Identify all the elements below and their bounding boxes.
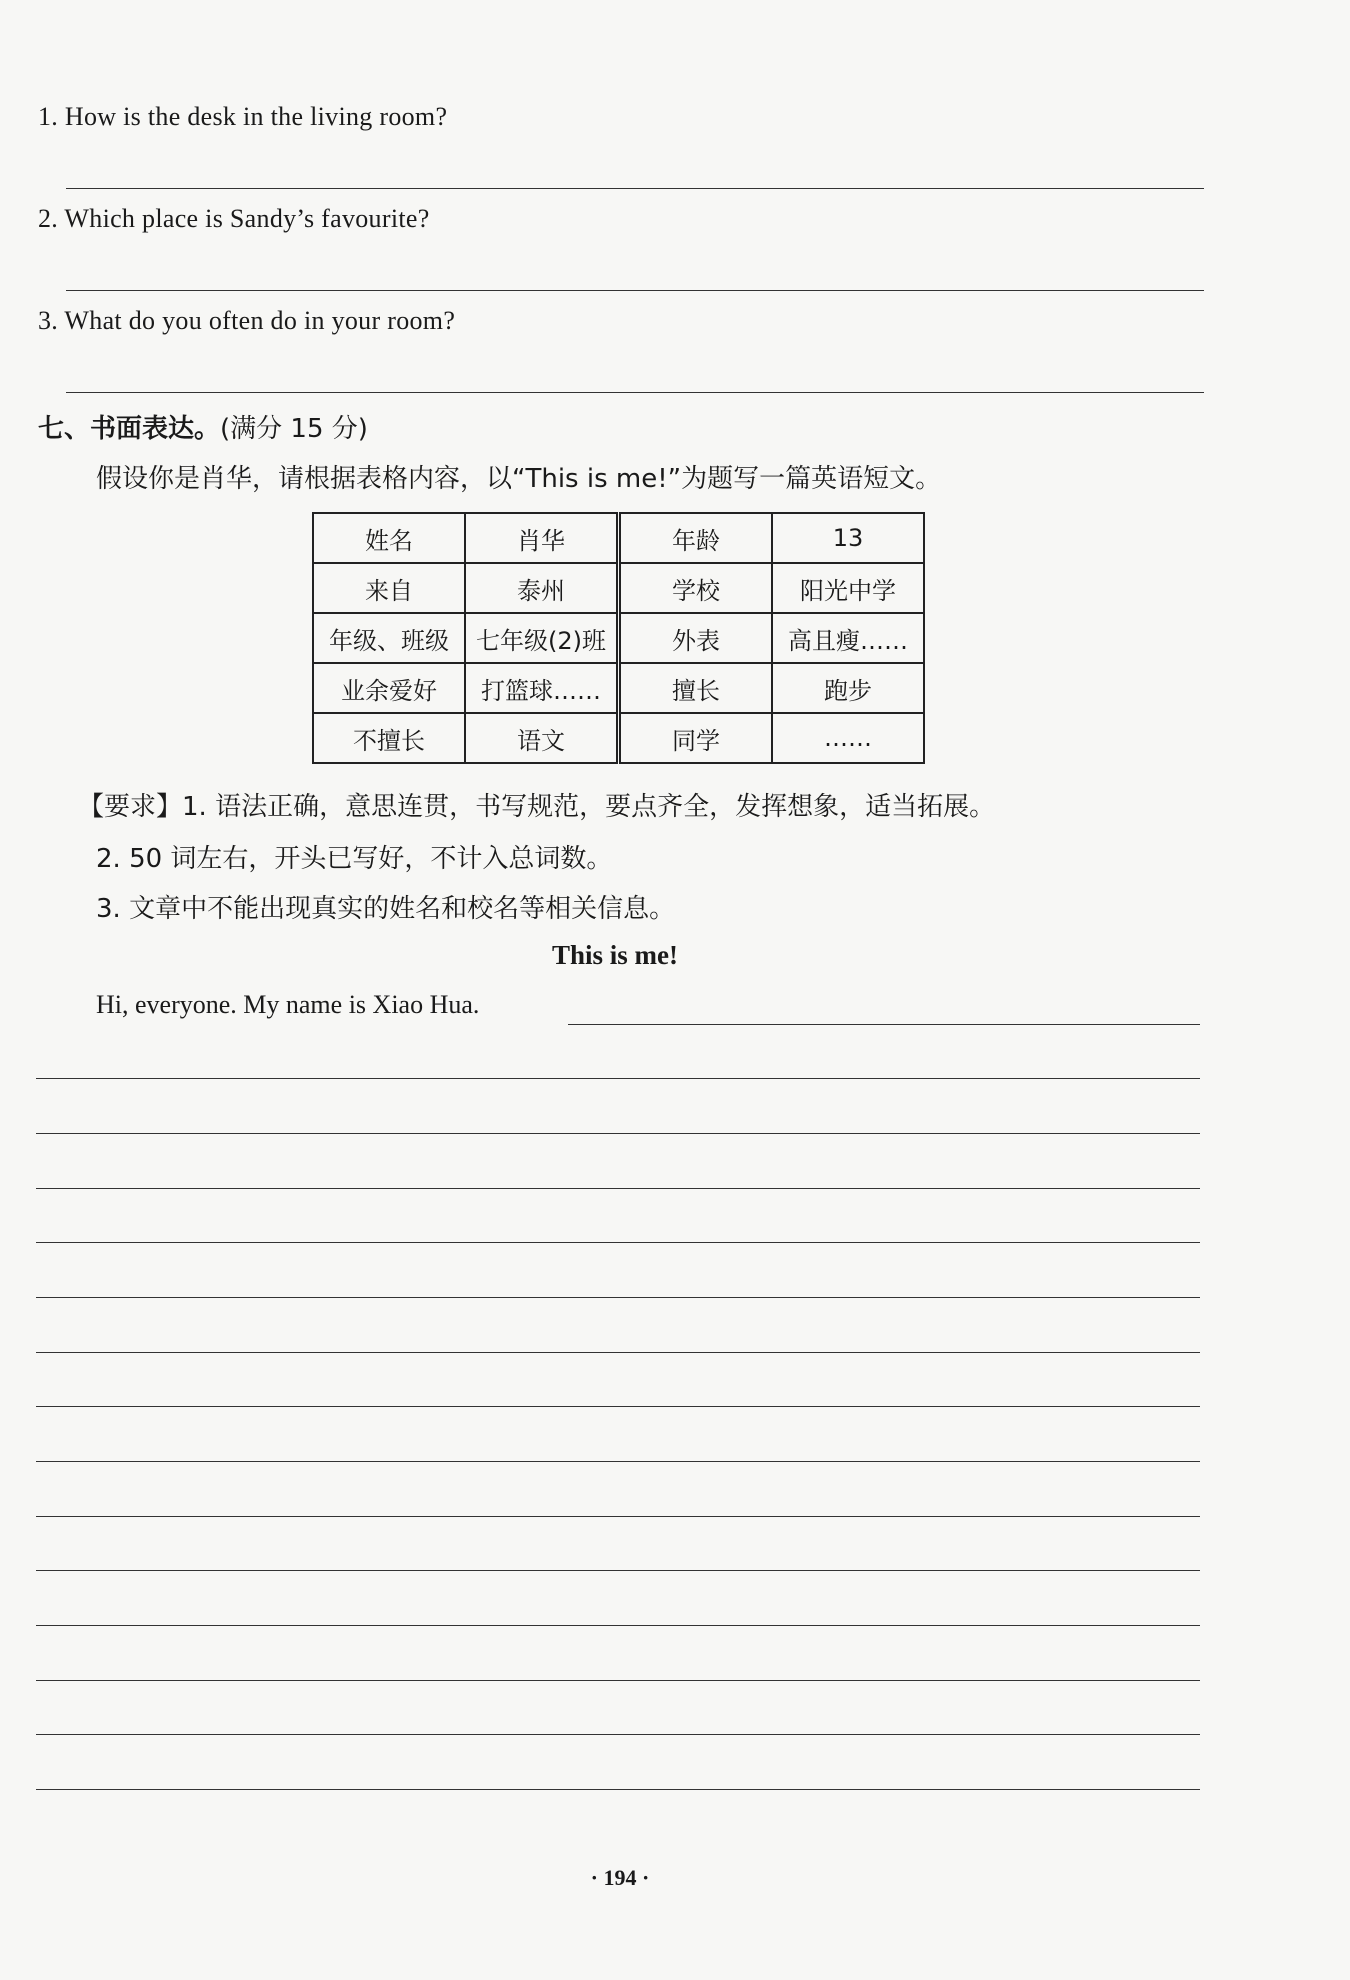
section-title: 七、书面表达。 xyxy=(38,414,221,444)
writing-line[interactable] xyxy=(36,1188,1200,1189)
writing-line[interactable] xyxy=(568,1024,1200,1025)
essay-title: This is me! xyxy=(551,940,678,970)
table-cell: 外表 xyxy=(619,613,773,663)
table-cell: 擅长 xyxy=(619,663,773,713)
section-instruction: 假设你是肖华，请根据表格内容，以“This is me!”为题写一篇英语短文。 xyxy=(96,464,942,494)
essay-starter: Hi, everyone. My name is Xiao Hua. xyxy=(96,990,480,1019)
table-cell: 不擅长 xyxy=(313,713,465,763)
requirement-3: 3. 文章中不能出现真实的姓名和校名等相关信息。 xyxy=(96,894,676,924)
table-cell: 跑步 xyxy=(772,663,924,713)
table-cell: 语文 xyxy=(465,713,619,763)
table-cell: 13 xyxy=(772,513,924,563)
requirement-1: 【要求】1. 语法正确，意思连贯，书写规范，要点齐全，发挥想象，适当拓展。 xyxy=(78,792,996,822)
section-heading xyxy=(38,408,368,445)
answer-line-3[interactable] xyxy=(66,392,1204,393)
writing-line[interactable] xyxy=(36,1297,1200,1298)
writing-line[interactable] xyxy=(36,1680,1200,1681)
table-row xyxy=(313,513,924,563)
table-row xyxy=(313,563,924,613)
table-cell: 泰州 xyxy=(465,563,619,613)
page-number: · 194 · xyxy=(590,1865,650,1890)
question-3: 3. What do you often do in your room? xyxy=(38,306,456,335)
writing-line[interactable] xyxy=(36,1734,1200,1735)
table-cell: 年龄 xyxy=(619,513,773,563)
info-table xyxy=(312,512,925,764)
table-cell: 来自 xyxy=(313,563,465,613)
table-cell: 七年级(2)班 xyxy=(465,613,619,663)
writing-line[interactable] xyxy=(36,1789,1200,1790)
table-cell: 年级、班级 xyxy=(313,613,465,663)
table-row xyxy=(313,713,924,763)
writing-line[interactable] xyxy=(36,1625,1200,1626)
table-cell: 学校 xyxy=(619,563,773,613)
table-cell: 高且瘦…… xyxy=(772,613,924,663)
table-cell: 打篮球…… xyxy=(465,663,619,713)
writing-line[interactable] xyxy=(36,1242,1200,1243)
writing-line[interactable] xyxy=(36,1461,1200,1462)
answer-line-2[interactable] xyxy=(66,290,1204,291)
table-row xyxy=(313,613,924,663)
writing-line[interactable] xyxy=(36,1570,1200,1571)
writing-line[interactable] xyxy=(36,1352,1200,1353)
requirement-2: 2. 50 词左右，开头已写好，不计入总词数。 xyxy=(96,844,613,874)
table-cell: 姓名 xyxy=(313,513,465,563)
writing-line[interactable] xyxy=(36,1133,1200,1134)
table-cell: 肖华 xyxy=(465,513,619,563)
question-1: 1. How is the desk in the living room? xyxy=(38,102,448,131)
table-cell: …… xyxy=(772,713,924,763)
table-row xyxy=(313,663,924,713)
table-cell: 同学 xyxy=(619,713,773,763)
table-cell: 阳光中学 xyxy=(772,563,924,613)
question-2: 2. Which place is Sandy’s favourite? xyxy=(38,204,430,233)
answer-line-1[interactable] xyxy=(66,188,1204,189)
writing-line[interactable] xyxy=(36,1516,1200,1517)
table-cell: 业余爱好 xyxy=(313,663,465,713)
writing-line[interactable] xyxy=(36,1406,1200,1407)
writing-line[interactable] xyxy=(36,1078,1200,1079)
section-score: (满分 15 分) xyxy=(220,414,368,444)
